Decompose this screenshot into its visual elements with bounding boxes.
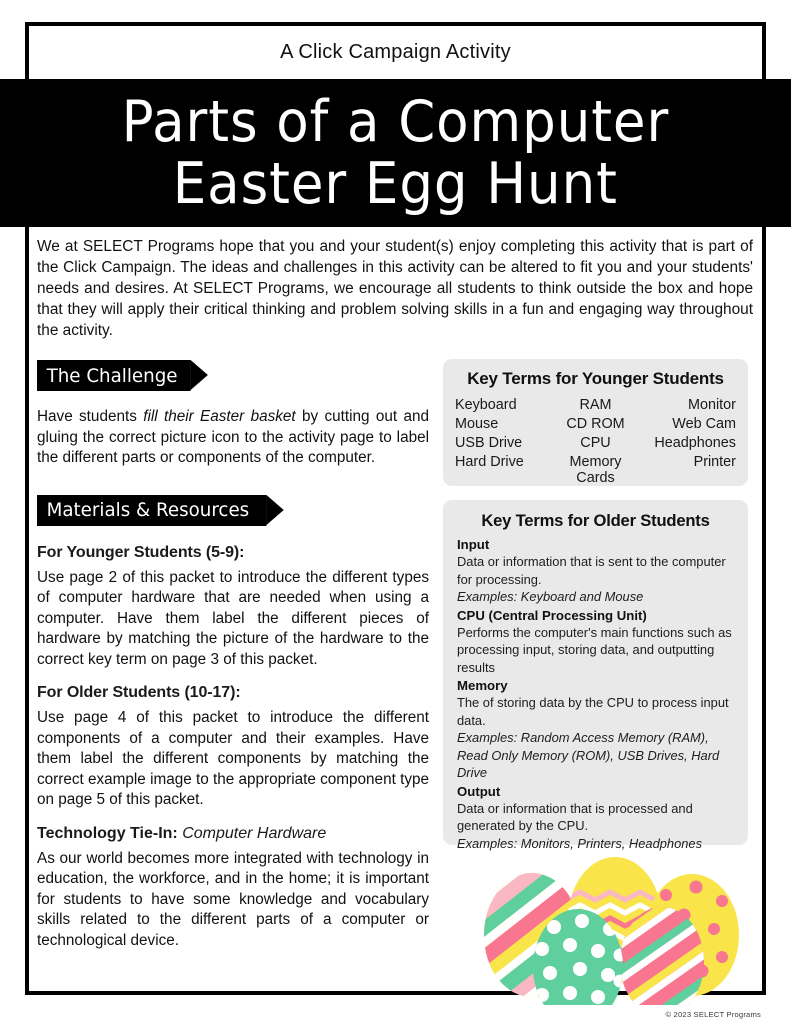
title-line-2: Easter Egg Hunt [172, 151, 619, 217]
key-terms-younger-panel [443, 359, 748, 486]
younger-students-heading: For Younger Students (5-9): [37, 543, 245, 561]
title-line-1: Parts of a Computer [121, 88, 670, 155]
key-term: USB Drive [455, 435, 523, 451]
term-examples: Examples: Monitors, Printers, Headphones [457, 835, 703, 851]
key-term: CPU [580, 435, 611, 451]
technology-tie-in-value: Computer Hardware [182, 824, 327, 842]
term-definition: Data or information that is sent to the computer for processing. [457, 554, 726, 587]
older-students-text: Use page 4 of this packet to introduce the different components of a computer and their examples. Have them label the different components by matching the correct example image to the appropriate component type on page 5 of this packet. [37, 709, 429, 808]
key-term: Keyboard [455, 397, 517, 413]
title-band [0, 79, 791, 227]
section-tab-materials [37, 495, 266, 526]
key-terms-younger-title: Key Terms for Younger Students [467, 369, 724, 388]
term-definition: Data or information that is processed and generated by the CPU. [457, 800, 693, 833]
section-tab-challenge-label: The Challenge [46, 364, 178, 387]
key-terms-older-title: Key Terms for Older Students [481, 511, 710, 530]
key-term: Hard Drive [455, 454, 524, 470]
term-examples: Examples: Random Access Memory (RAM), Read Only Memory (ROM), USB Drives, Hard Drive [457, 730, 720, 780]
technology-tie-in-text: As our world becomes more integrated with technology in education, the workforce, and in the home; it is important for students to have some knowledge and vocabulary skills related to the different parts of a computer or technological device. [37, 849, 429, 949]
term-definition: Performs the computer's main functions such as processing input, storing data, and outputting results [457, 624, 732, 675]
younger-students-text: Use page 2 of this packet to introduce the different types of computer hardware that are needed when using a computer. Have them label the different pieces of hardware by matching the picture of the hardware to the correct key term on page 3 of this packet. [37, 568, 429, 668]
term-name: CPU (Central Processing Unit) [457, 607, 647, 623]
challenge-text [37, 407, 429, 469]
challenge-text-after: by cutting out and gluing the correct picture icon to the activity page to label the different parts or components of the computer. [37, 408, 429, 466]
older-students-heading: For Older Students (10-17): [37, 684, 241, 701]
section-tab-challenge [37, 360, 191, 391]
challenge-text-before: Have students [37, 408, 144, 425]
term-name: Output [457, 783, 501, 799]
key-term: Web Cam [672, 416, 736, 432]
term-entry [457, 607, 734, 677]
technology-tie-in-heading [37, 825, 429, 843]
term-definition: The of storing data by the CPU to process input data. [457, 695, 729, 728]
eyebrow-text: A Click Campaign Activity [280, 41, 511, 63]
key-term: Monitor [687, 397, 736, 413]
key-terms-younger-grid [455, 397, 736, 486]
easter-eggs-icon [470, 835, 770, 1005]
intro-paragraph: We at SELECT Programs hope that you and your student(s) enjoy completing this activity that is part of the Click Campaign. The ideas and challenges in this activity can be altered to fit you and your students' needs and desires. At SELECT Programs, we encourage all students to think outside the box and hope that they will apply their critical thinking and problem solving skills in a fun and engaging way throughout the activity. [37, 238, 753, 339]
technology-tie-in-label: Technology Tie-In: [37, 824, 178, 842]
key-term: RAM [579, 397, 612, 413]
key-terms-older-panel [443, 500, 748, 851]
section-tab-materials-label: Materials & Resources [46, 499, 250, 521]
eyebrow-strip [29, 26, 762, 79]
key-term: Headphones [654, 435, 736, 451]
key-term: CD ROM [566, 416, 625, 432]
term-examples: Examples: Keyboard and Mouse [457, 589, 644, 604]
footer-copyright: © 2023 SELECT Programs [665, 1010, 761, 1019]
term-entry [457, 677, 734, 782]
key-term: Memory Cards [569, 454, 622, 486]
left-column [37, 360, 429, 951]
term-name: Memory [457, 678, 508, 693]
term-entry [457, 536, 734, 606]
term-name: Input [457, 537, 490, 552]
key-term: Mouse [455, 416, 499, 432]
key-term: Printer [693, 454, 736, 470]
challenge-text-emphasis: fill their Easter basket [143, 408, 296, 425]
